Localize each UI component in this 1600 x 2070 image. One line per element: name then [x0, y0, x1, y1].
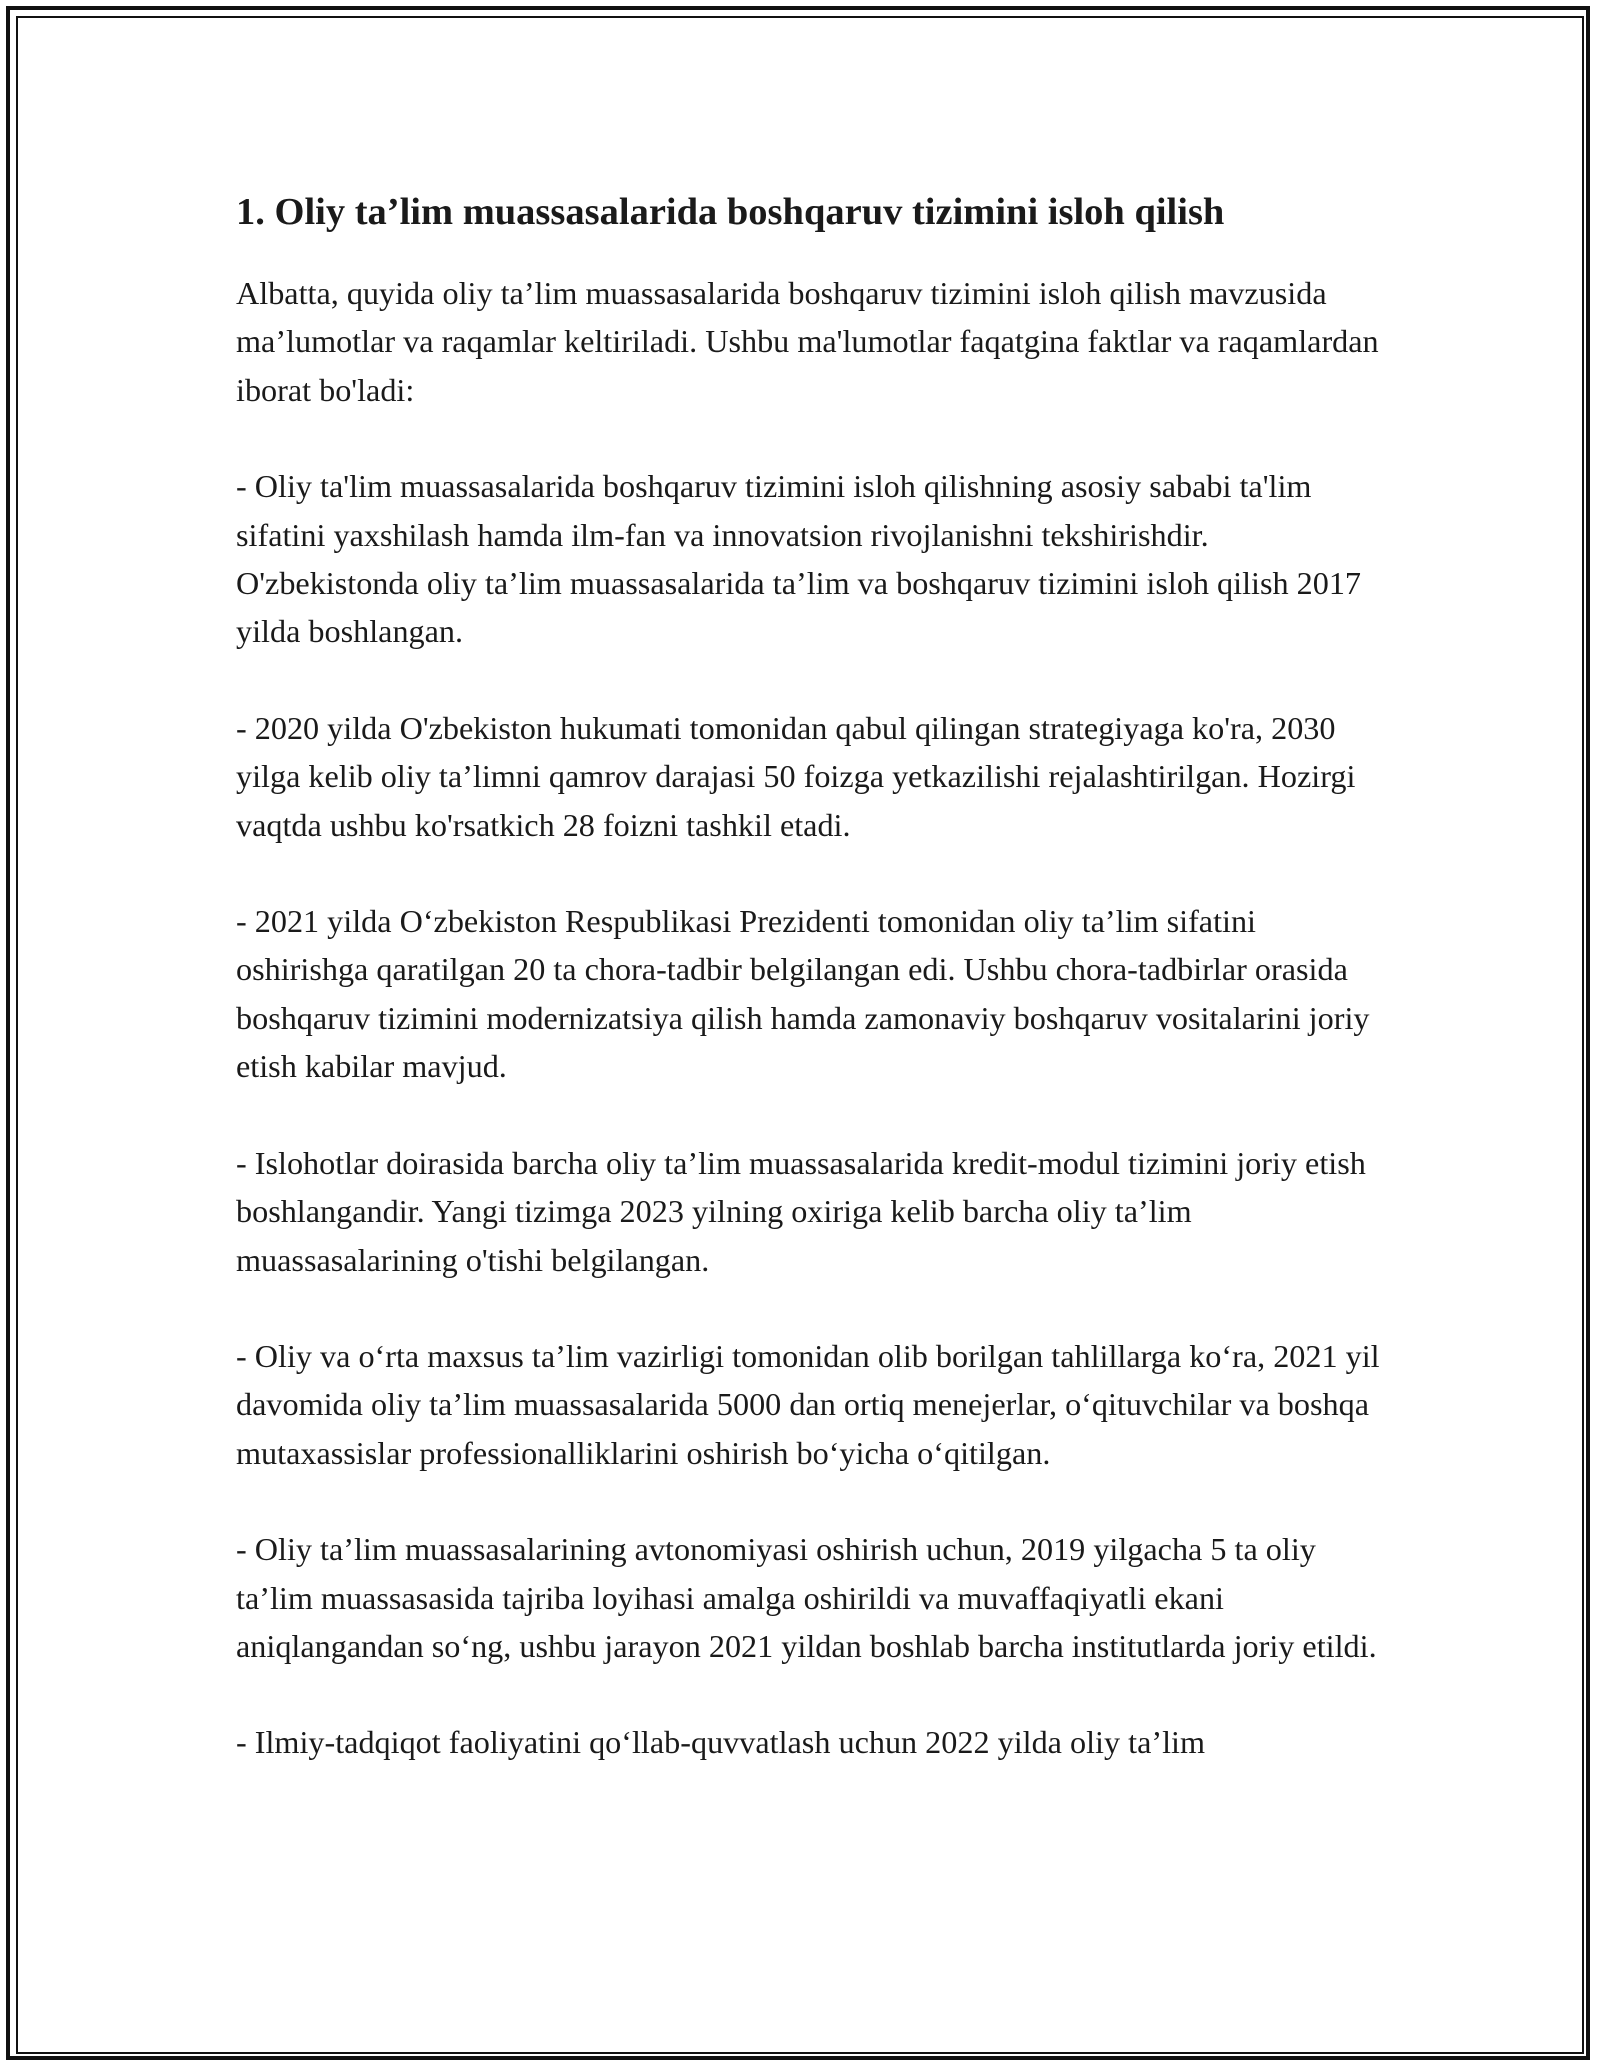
- paragraph-research-support: - Ilmiy-tadqiqot faoliyatini qo‘llab-quvvatlash uchun 2022 yilda oliy ta’lim: [236, 1724, 1206, 1761]
- paragraph-credit-module: - Islohotlar doirasida barcha oliy ta’lim muassasalarida kredit-modul tizimini joriy etish boshlangandir. Yangi tizimga 2023 yilning oxiriga kelib barcha oliy ta’lim muassasalarining o'tishi belgilangan.: [236, 1144, 1366, 1278]
- paragraph-autonomy: - Oliy ta’lim muassasalarining avtonomiyasi oshirish uchun, 2019 yilgacha 5 ta oliy ta’lim muassasasida tajriba loyihasi amalga oshirildi va muvaffaqiyatli ekani aniqlangandan so‘ng, ushbu jarayon 2021 yildan boshlab barcha institutlarda joriy etildi.: [236, 1531, 1377, 1664]
- paragraph-intro: Albatta, quyida oliy ta’lim muassasalarida boshqaruv tizimini isloh qilish mavzusida ma’lumotlar va raqamlar keltiriladi. Ushbu ma'lumotlar faqatgina faktlar va raqamlardan iborat bo'ladi:: [236, 275, 1379, 408]
- paragraph-training-2021: - Oliy va o‘rta maxsus ta’lim vazirligi tomonidan olib borilgan tahlillarga ko‘ra, 2021 yil davomida oliy ta’lim muassasalarida 5000 dan ortiq menejerlar, o‘qituvchilar va boshqa mutaxassislar professionalliklarini oshirish bo‘yicha o‘qitilgan.: [236, 1337, 1380, 1471]
- document-title: 1. Oliy ta’lim muassasalarida boshqaruv tizimini isloh qilish: [236, 191, 1225, 233]
- document-body: [236, 185, 1386, 1815]
- paragraph-reform-reason: - Oliy ta'lim muassasalarida boshqaruv tizimini isloh qilishning asosiy sababi ta'lim sifatini yaxshilash hamda ilm-fan va innovatsion rivojlanishni tekshirishdir. O'zbekistonda oliy ta’lim muassasalarida ta’lim va boshqaruv tizimini isloh qilish 2017 yilda boshlangan.: [236, 468, 1362, 650]
- paragraph-president-2021: - 2021 yilda O‘zbekiston Respublikasi Prezidenti tomonidan oliy ta’lim sifatini oshirishga qaratilgan 20 ta chora-tadbir belgilangan edi. Ushbu chora-tadbirlar orasida boshqaruv tizimini modernizatsiya qilish hamda zamonaviy boshqaruv vositalarini joriy etish kabilar mavjud.: [236, 903, 1370, 1085]
- paragraph-strategy-2020: - 2020 yilda O'zbekiston hukumati tomonidan qabul qilingan strategiyaga ko'ra, 2030 yilga kelib oliy ta’limni qamrov darajasi 50 foizga yetkazilishi rejalashtirilgan. Hozirgi vaqtda ushbu ko'rsatkich 28 foizni tashkil etadi.: [236, 709, 1356, 843]
